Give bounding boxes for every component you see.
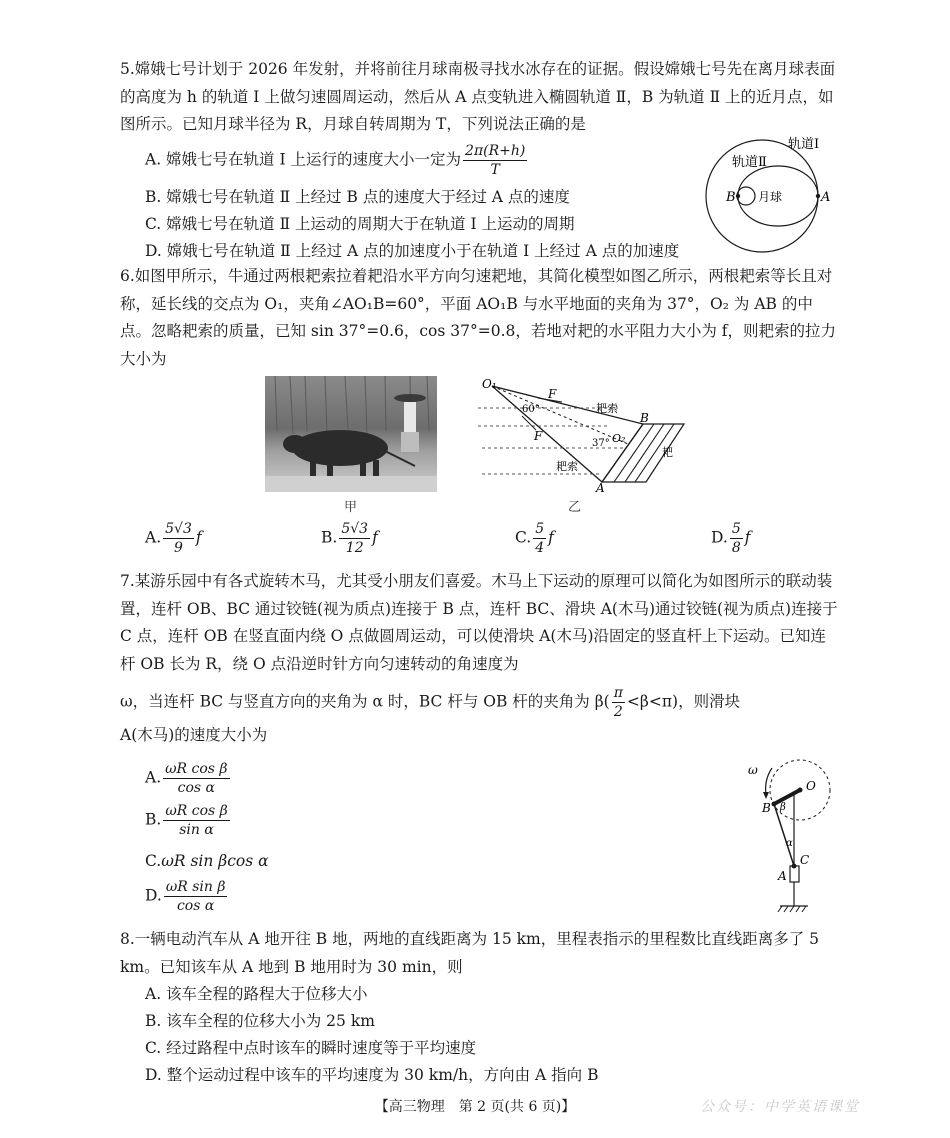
q5-option-a-text: A. 嫦娥七号在轨道 Ⅰ 上运行的速度大小一定为 — [145, 150, 462, 169]
q7-option-c — [145, 850, 269, 872]
option-label: D. — [145, 886, 162, 905]
question-8 — [120, 926, 840, 981]
question-7-line2 — [120, 684, 840, 721]
q5-option-b: B. 嫦娥七号在轨道 Ⅱ 上经过 B 点的速度大于经过 A 点的速度 — [145, 188, 570, 206]
label-omega: ω — [748, 763, 758, 777]
fraction-denominator: 4 — [535, 540, 545, 556]
fraction-denominator: 8 — [731, 540, 741, 556]
q7-linkage-figure — [742, 754, 852, 914]
ox-plowing-photo — [265, 376, 437, 492]
point-b-dot — [736, 194, 740, 198]
point-a-dot — [816, 194, 820, 198]
fraction-denominator: 12 — [345, 540, 364, 556]
figure-yi-caption: 乙 — [568, 500, 582, 515]
label-point-b: B — [640, 411, 649, 425]
option-variable: f — [195, 528, 202, 547]
orbit-2-label: 轨道Ⅱ — [732, 155, 767, 170]
option-label: B. — [145, 810, 162, 829]
option-variable: f — [372, 528, 378, 547]
question-7-stem-part1: 7.某游乐园中有各式旋转木马，尤其受小朋友们喜爱。木马上下运动的原理可以简化为如图所示的联动装置，连杆 OB、BC 通过铰链(视为质点)连接于 B 点，连杆 BC、滑块 A(木马)通过铰链(视为质点)连接于 C 点，连杆 OB 在竖直面内绕 O 点做圆周运动，可以使滑块 A(木马)沿固定的竖直杆上下运动。已知连杆 OB 长为 R，绕 O 点沿逆时针方向匀速转动的角速度为 — [120, 572, 838, 673]
fraction-denominator: 2 — [613, 704, 623, 720]
q7-pi-over-2 — [612, 684, 625, 721]
question-7 — [120, 568, 840, 678]
q7-option-b — [145, 802, 232, 839]
label-point-a: A — [596, 481, 605, 494]
label-a: A — [778, 869, 787, 883]
option-label: A. — [145, 528, 162, 547]
figure-jia-caption: 甲 — [344, 500, 358, 515]
fraction-numerator: 5√3 — [341, 521, 369, 537]
q8-option-a: A. 该车全程的路程大于位移大小 — [145, 985, 368, 1003]
fraction-denominator: cos α — [176, 898, 215, 914]
fraction-denominator: sin α — [179, 822, 214, 838]
q8-option-d: D. 整个运动过程中该车的平均速度为 30 km/h，方向由 A 指向 B — [145, 1066, 599, 1084]
q6-option-d — [711, 520, 750, 557]
q8-option-b: B. 该车全程的位移大小为 25 km — [145, 1012, 375, 1030]
q5-option-d: D. 嫦娥七号在轨道 Ⅱ 上经过 A 点的加速度小于在轨道 Ⅰ 上经过 A 点的加速度 — [145, 242, 680, 260]
q5-option-a — [145, 142, 529, 179]
label-force-upper: F — [548, 387, 557, 401]
option-fraction — [163, 520, 194, 557]
rod-bc — [774, 804, 794, 866]
ox-head — [283, 435, 307, 453]
option-label: D. — [711, 528, 728, 547]
q7-option-d — [145, 878, 229, 915]
label-c: C — [800, 853, 810, 867]
q6-option-b — [321, 520, 378, 557]
q6-harrow-diagram — [478, 378, 688, 494]
ox-photo-sketch — [265, 376, 437, 492]
fraction-numerator: ωR cos β — [165, 803, 228, 819]
option-label: C. — [515, 528, 532, 547]
q5-option-c: C. 嫦娥七号在轨道 Ⅱ 上运动的周期大于在轨道 Ⅰ 上运动的周期 — [145, 215, 575, 233]
label-o: O — [806, 779, 816, 793]
rod-ob — [774, 790, 800, 804]
question-6-stem: 6.如图甲所示，牛通过两根耙索拉着耙沿水平方向匀速耙地，其简化模型如图乙所示，两根耙索等长且对称，延长线的交点为 O₁，夹角∠AO₁B=60°，平面 AO₁B 与水平地面的夹角为 37°，O₂ 为 AB 的中点。忽略耙索的质量，已知 sin 37°=0.6，cos 37°=0.8，若地对耙的水平阻力大小为 f，则耙索的拉力大小为 — [120, 267, 837, 368]
q6-option-c — [515, 520, 554, 557]
option-expression: ωR sin βcos α — [161, 852, 269, 870]
q5-orbit-figure — [690, 132, 840, 262]
fraction-denominator: T — [490, 162, 500, 178]
point-b-label: B — [726, 190, 736, 205]
question-5-stem: 5.嫦娥七号计划于 2026 年发射，并将前往月球南极寻找水冰存在的证据。假设嫦娥七号先在离月球表面的高度为 h 的轨道 Ⅰ 上做匀速圆周运动，然后从 A 点变轨进入椭圆轨道 Ⅱ，B 为轨道 Ⅱ 上的近月点，如图所示。已知月球半径为 R，月球自转周期为 T，下列说法正确的是 — [120, 60, 836, 133]
option-variable: f — [744, 528, 751, 547]
fraction-denominator: cos α — [177, 780, 215, 796]
option-fraction — [339, 520, 370, 557]
label-angle-60: 60° — [522, 404, 540, 415]
option-fraction — [533, 520, 546, 557]
option-fraction — [164, 878, 228, 915]
fraction-numerator: ωR cos β — [165, 761, 228, 777]
q5-option-a-fraction — [463, 142, 527, 179]
option-variable: f — [548, 528, 554, 547]
option-fraction — [163, 802, 229, 839]
moon-label: 月球 — [758, 190, 783, 204]
label-rope-upper: 耙索 — [596, 402, 618, 415]
fraction-numerator: 5 — [731, 521, 741, 537]
question-5 — [120, 56, 840, 139]
label-o2: O₂ — [612, 432, 626, 445]
question-7-stem-part2: ω，当连杆 BC 与竖直方向的夹角为 α 时，BC 杆与 OB 杆的夹角为 β( — [120, 692, 610, 711]
option-label: B. — [321, 528, 338, 547]
fraction-numerator: 2π(R+h) — [465, 143, 526, 159]
label-angle-37: 37° — [592, 438, 610, 449]
q6-option-a — [145, 520, 202, 557]
option-label: C. — [145, 852, 162, 870]
label-force-lower: F — [534, 429, 543, 443]
option-label: A. — [145, 768, 162, 787]
question-7-stem-part3: <β<π)，则滑块 — [626, 692, 741, 711]
question-6 — [120, 263, 840, 373]
question-7-line3 — [120, 722, 840, 750]
farmer-hat — [394, 394, 426, 402]
label-alpha: α — [786, 838, 793, 849]
fraction-numerator: ωR sin β — [165, 879, 226, 895]
label-o1: O₁ — [482, 378, 497, 391]
fraction-numerator: π — [613, 685, 623, 701]
q7-option-a — [145, 760, 232, 797]
label-harrow: 耙 — [662, 446, 673, 459]
orbit-1-label: 轨道Ⅰ — [788, 137, 820, 152]
label-rope-lower: 耙索 — [556, 460, 578, 473]
question-7-stem-part4: A(木马)的速度大小为 — [120, 726, 268, 744]
label-b: B — [762, 801, 771, 815]
page-footer: 【高三物理 第 2 页(共 6 页)】 — [374, 1099, 576, 1115]
farmer-body — [404, 402, 416, 432]
label-beta: β — [780, 802, 786, 813]
option-fraction — [163, 760, 229, 797]
q8-option-c: C. 经过路程中点时该车的瞬时速度等于平均速度 — [145, 1039, 477, 1057]
point-a-label: A — [821, 190, 831, 205]
q6-options-row — [145, 520, 785, 564]
fraction-numerator: 5√3 — [165, 521, 192, 537]
watermark: 公众号：中学英语课堂 — [700, 1099, 860, 1115]
fraction-numerator: 5 — [535, 521, 545, 537]
fraction-denominator: 9 — [174, 540, 183, 556]
option-fraction — [730, 520, 743, 557]
question-8-stem: 8.一辆电动汽车从 A 地开往 B 地，两地的直线距离为 15 km，里程表指示的里程数比直线距离多了 5 km。已知该车从 A 地到 B 地用时为 30 min，则 — [120, 930, 820, 976]
